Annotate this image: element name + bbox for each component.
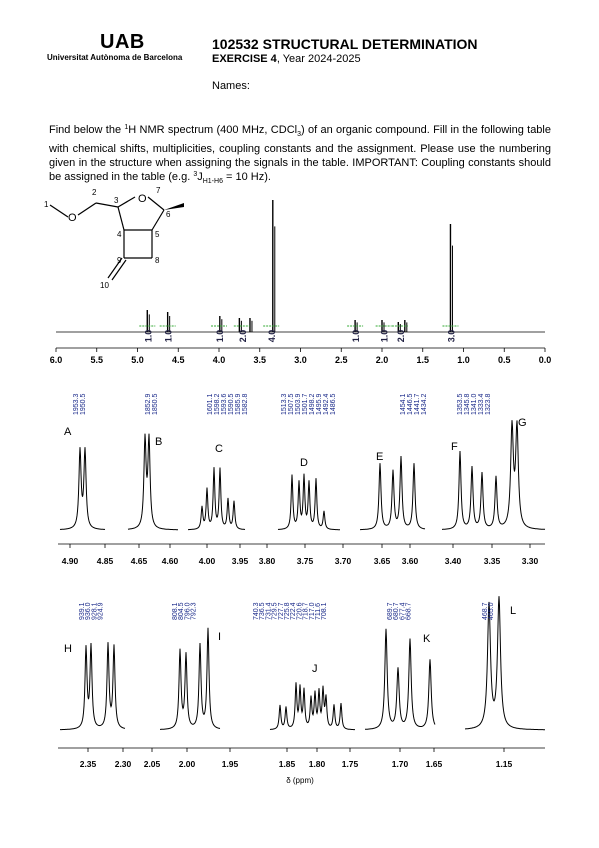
zoom-axis-tick-label: 1.70 <box>391 759 409 769</box>
zoom-axis-tick-label: 4.65 <box>130 556 148 566</box>
peak-frequency-label: 1503.9 <box>295 393 302 415</box>
peak-frequency-label: 727.7 <box>277 602 285 620</box>
axis-tick-label: 3.5 <box>253 355 267 365</box>
intro-text-3: ) of an organic compound. Fill in the following table with chemical shifts, multiplicities, coupling constants and the assignment. Please use the numbering given in the structure when assigning the signals in the table. IMPORTANT: Coupling constants should be assigned in the table (e.g. <box>49 124 551 184</box>
zoom-spectrum-trace <box>188 467 245 529</box>
zoom-axis-tick-label: 3.95 <box>231 556 249 566</box>
peak-frequency-label: 1441.7 <box>414 393 421 415</box>
spectrum-ticks <box>50 348 552 365</box>
zoom-spectrum-trace <box>365 629 435 730</box>
peak-frequency-label: 939.1 <box>79 602 86 620</box>
peak-frequency-label: 1598.2 <box>214 393 221 415</box>
spectrum-peaks <box>147 200 452 332</box>
zoom-axis-title: δ (ppm) <box>286 776 314 785</box>
axis-tick-label: 5.0 <box>131 355 144 365</box>
year-label: , Year 2024-2025 <box>276 53 361 65</box>
peak-frequency-label: 725.8 <box>284 602 291 620</box>
zoom-axis-tick-label: 1.65 <box>425 759 443 769</box>
axis-tick-label: 1.5 <box>416 355 430 365</box>
peak-frequency-label: 1601.1 <box>207 393 214 415</box>
peak-frequency-label: 740.3 <box>253 602 260 620</box>
peak-frequency-label: 1585.9 <box>235 393 242 415</box>
integral-value: 1.0 <box>143 329 154 343</box>
peak-frequency-label: 1498.2 <box>309 393 316 415</box>
multiplet-label: B <box>155 436 163 448</box>
multiplet-label: C <box>215 443 223 455</box>
peak-frequency-label: 1345.8 <box>464 393 471 415</box>
axis-tick-label: 0.5 <box>497 355 511 365</box>
peak-frequency-label: 689.7 <box>387 602 394 620</box>
zoom-axis-tick-label: 1.80 <box>308 759 326 769</box>
names-label: Names: <box>212 80 250 92</box>
zoom-axis-tick-label: 1.15 <box>495 759 513 769</box>
zoom-axis-tick-label: 2.00 <box>178 759 196 769</box>
peak-frequency-label: 717.0 <box>308 602 316 620</box>
peak-frequency-label: 792.3 <box>190 602 198 620</box>
peak-frequency-label: 1486.5 <box>330 393 337 415</box>
atom-label-10: 10 <box>100 281 109 290</box>
zoom-axis-tick-label: 3.80 <box>258 556 276 566</box>
integral-value: 2.0 <box>395 329 406 343</box>
integral-value: 4.0 <box>267 329 278 343</box>
axis-tick-label: 1.0 <box>457 355 470 365</box>
instructions-paragraph <box>49 123 551 189</box>
peak-frequency-label: 1434.2 <box>421 393 428 415</box>
peak-frequency-label: 1950.5 <box>80 393 87 415</box>
peak-frequency-label: 1953.3 <box>73 393 80 415</box>
peak-frequency-label: 1341.0 <box>471 393 478 415</box>
peak-frequency-label: 677.4 <box>399 602 407 620</box>
peak-frequency-label: 924.9 <box>97 602 105 620</box>
intro-sub-1: 3 <box>297 131 301 139</box>
integral-value: 2.0 <box>237 329 248 343</box>
peak-frequency-label: 708.1 <box>321 602 329 620</box>
atom-label-8: 8 <box>155 256 160 265</box>
zoom-axis-tick-label: 1.85 <box>278 759 296 769</box>
zoom-axis-tick-label: 3.65 <box>373 556 391 566</box>
peak-frequency-label: 1353.5 <box>457 393 464 415</box>
axis-tick-label: 2.0 <box>375 355 389 365</box>
zoom-axis-tick-label: 1.75 <box>341 759 359 769</box>
zoom-spectrum-trace <box>360 456 425 530</box>
multiplet-label: J <box>312 663 318 675</box>
peak-frequency-label: 1501.7 <box>302 393 309 415</box>
multiplet-label: A <box>64 426 72 438</box>
integral-value: 1.0 <box>379 329 390 343</box>
peak-frequency-label: 468.7 <box>482 602 489 620</box>
course-title: 102532 STRUCTURAL DETERMINATION <box>212 36 478 52</box>
exercise-label: EXERCISE 4 <box>212 53 277 65</box>
intro-text-4: J <box>197 171 203 184</box>
integral-value: 1.0 <box>163 329 174 343</box>
peak-frequency-label: 1582.8 <box>242 393 249 415</box>
intro-sup-2: 3 <box>193 171 198 179</box>
axis-tick-label: 5.5 <box>90 355 104 365</box>
zoom-axis-tick-label: 3.35 <box>483 556 501 566</box>
zoom-spectrum-trace <box>60 447 105 529</box>
zoom-axis-tick-label: 2.35 <box>79 759 97 769</box>
zoom-spectrum-trace <box>270 682 355 729</box>
zoom-axis-tick-label: 4.00 <box>198 556 216 566</box>
multiplet-label: L <box>510 605 517 617</box>
peak-frequency-label: 729.5 <box>271 602 279 620</box>
axis-tick-label: 0.0 <box>538 355 552 365</box>
zoom-axis-tick-label: 3.75 <box>296 556 314 566</box>
peak-frequency-label: 731.4 <box>265 602 273 620</box>
peak-frequency-label: 736.5 <box>259 602 267 620</box>
multiplet-label: K <box>423 633 431 645</box>
zoom-axis-tick-label: 4.90 <box>61 556 79 566</box>
nmr-spectrum <box>0 190 599 415</box>
atom-label-5: 5 <box>155 230 160 239</box>
intro-text-1: Find below the <box>49 124 125 136</box>
zoom-axis-tick-label: 2.30 <box>114 759 132 769</box>
peak-frequency-label: 722.4 <box>290 602 298 620</box>
atom-label-4: 4 <box>117 230 122 239</box>
axis-tick-label: 6.0 <box>49 355 63 365</box>
ring-oxygen: O <box>138 193 147 205</box>
peak-frequency-label: 936.0 <box>85 602 93 620</box>
peak-frequency-label: 465.0 <box>488 602 496 620</box>
axis-tick-label: 4.5 <box>171 355 185 365</box>
atom-label-1: 1 <box>44 200 49 209</box>
spectrum-peak-lists <box>73 393 492 415</box>
zoom-panel-bottom <box>58 596 545 785</box>
axis-tick-label: 4.0 <box>212 355 226 365</box>
peak-frequency-label: 804.5 <box>178 602 186 620</box>
university-name: Universitat Autònoma de Barcelona <box>47 53 183 62</box>
multiplet-label: I <box>218 631 222 643</box>
zoom-axis-tick-label: 3.60 <box>401 556 419 566</box>
multiplet-label: E <box>376 451 384 463</box>
zoom-axis-tick-label: 3.40 <box>444 556 462 566</box>
atom-label-6: 6 <box>166 210 171 219</box>
peak-frequency-label: 668.7 <box>405 602 413 620</box>
zoom-axis-tick-label: 3.70 <box>334 556 352 566</box>
zoom-axis-tick-label: 1.95 <box>221 759 239 769</box>
peak-frequency-label: 1850.5 <box>152 393 159 415</box>
peak-frequency-label: 1495.9 <box>316 393 323 415</box>
peak-frequency-label: 928.1 <box>91 602 99 620</box>
atom-label-7: 7 <box>156 186 161 195</box>
peak-frequency-label: 718.7 <box>302 602 310 620</box>
atom-label-2: 2 <box>92 188 97 197</box>
zoom-axis-tick-label: 4.60 <box>161 556 179 566</box>
multiplet-label: D <box>300 457 308 469</box>
zoom-spectrum-trace <box>160 628 220 730</box>
uab-logo: UAB <box>100 31 145 53</box>
peak-frequency-label: 1593.6 <box>221 393 228 415</box>
peak-frequency-label: 680.7 <box>393 602 401 620</box>
peak-frequency-label: 1590.5 <box>228 393 235 415</box>
peak-frequency-label: 1323.8 <box>485 393 492 415</box>
intro-sub-2: H1-H6 <box>202 178 223 186</box>
integral-value: 3.0 <box>446 329 457 343</box>
intro-text-5: = 10 Hz). <box>222 171 271 184</box>
zoom-spectrum-trace <box>128 434 178 530</box>
peak-frequency-label: 1492.4 <box>323 393 330 415</box>
integral-value: 1.0 <box>215 329 225 343</box>
peak-frequency-label: 1454.1 <box>400 393 407 415</box>
zoom-spectrum-trace <box>278 474 340 530</box>
peak-frequency-label: 1507.5 <box>288 393 295 415</box>
peak-frequency-label: 796.0 <box>184 602 192 620</box>
multiplet-label: F <box>451 441 458 453</box>
zoom-axis-tick-label: 4.85 <box>96 556 114 566</box>
peak-frequency-label: 1333.4 <box>478 393 485 415</box>
intro-text-2: H NMR spectrum (400 MHz, CDCl <box>128 124 298 136</box>
peak-frequency-label: 1513.3 <box>281 393 288 415</box>
peak-frequency-label: 808.1 <box>172 602 179 620</box>
exercise-line <box>212 53 361 65</box>
axis-tick-label: 2.5 <box>334 355 348 365</box>
zoom-spectrum-trace <box>442 420 545 529</box>
zoom-spectrum-trace <box>60 642 125 729</box>
peak-frequency-label: 720.6 <box>296 602 304 620</box>
atom-label-3: 3 <box>114 196 119 205</box>
zoom-panel-top <box>58 417 545 566</box>
peak-frequency-label: 711.6 <box>315 603 322 620</box>
zoom-axis-tick-label: 3.30 <box>521 556 539 566</box>
zoom-axis-tick-label: 2.05 <box>143 759 161 769</box>
ether-oxygen: O <box>68 212 77 224</box>
peak-frequency-label: 1852.9 <box>145 393 152 415</box>
atom-label-9: 9 <box>117 256 122 265</box>
integral-value: 1.0 <box>351 329 362 343</box>
peak-frequency-label: 1446.5 <box>407 393 414 415</box>
multiplet-label: G <box>518 417 527 429</box>
spectrum-integrals <box>139 326 458 342</box>
zoom-spectrum-trace <box>465 596 545 730</box>
axis-tick-label: 3.0 <box>294 355 307 365</box>
multiplet-label: H <box>64 643 72 655</box>
intro-sup-1: 1 <box>124 124 129 131</box>
